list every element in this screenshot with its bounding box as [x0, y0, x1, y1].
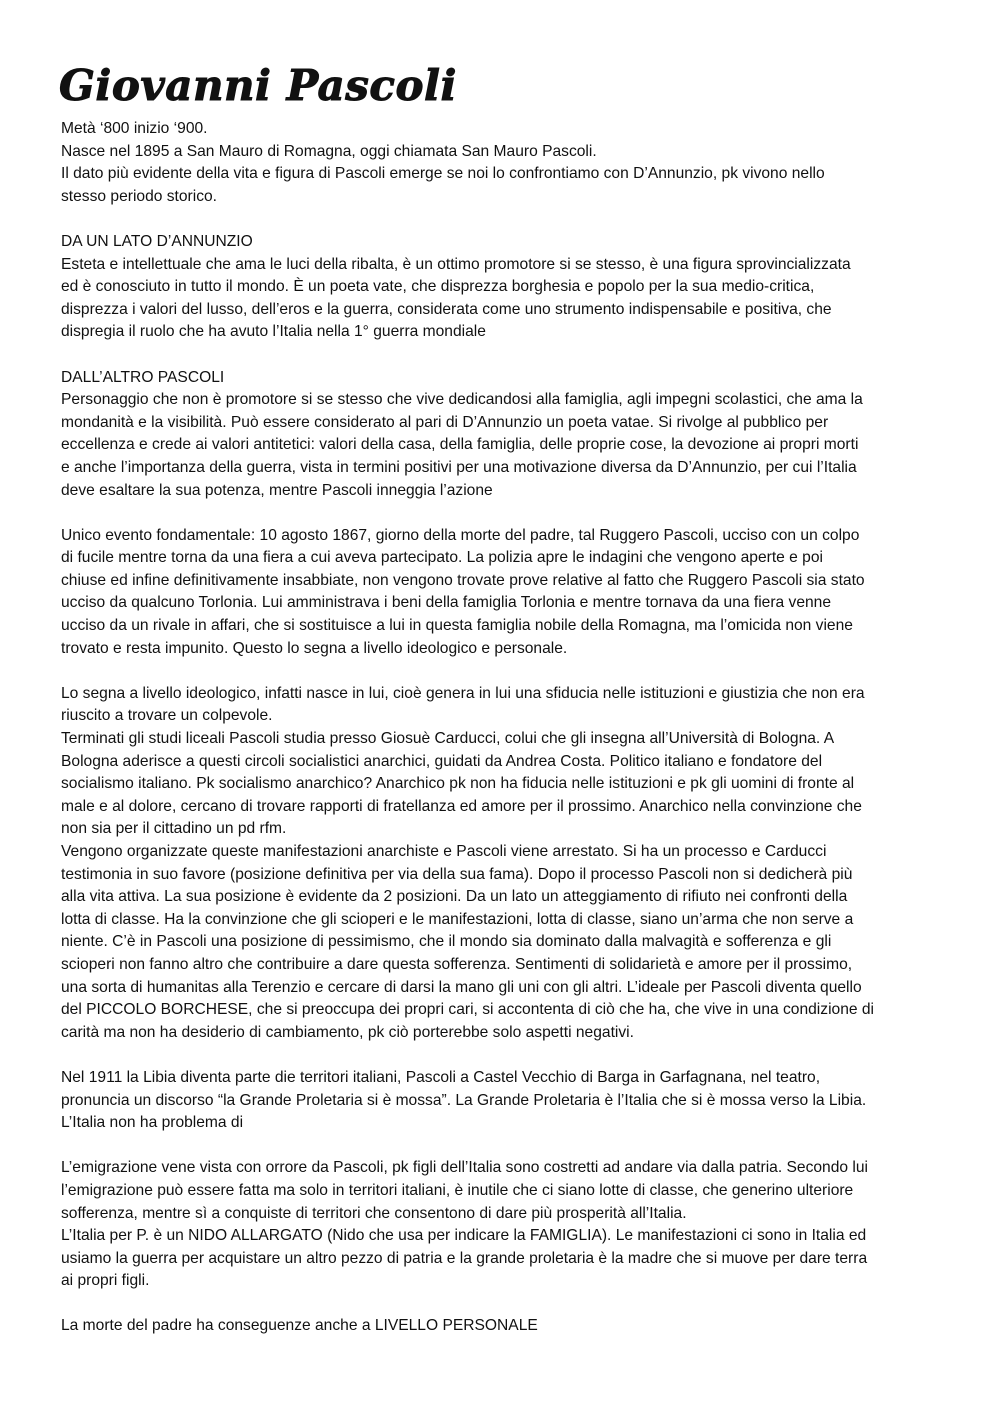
paragraph-intro	[61, 118, 943, 208]
text-line: Nasce nel 1895 a San Mauro di Romagna, oggi chiamata San Mauro Pascoli.	[61, 142, 597, 160]
text-line: mondanità e la visibilità. Può essere considerato al pari di D’Annunzio un poeta vatae. Si rivolge al pubblico per	[61, 413, 829, 431]
paragraph-personale	[61, 1315, 943, 1338]
text-line: ai propri figli.	[61, 1272, 150, 1290]
text-line: La morte del padre ha conseguenze anche a LIVELLO PERSONALE	[61, 1317, 538, 1335]
section-heading: DA UN LATO D’ANNUNZIO	[61, 232, 253, 250]
text-line: Metà ‘800 inizio ‘900.	[61, 120, 208, 137]
text-line: ucciso da un rivale in affari, che si sostituisce a lui in questa famiglia nobile della Romagna, ma l’omicida non viene	[61, 617, 853, 635]
text-line: male e al dolore, cercano di trovare rapporti di fratellanza ed amore per il prossimo. Anarchico nella convinzione che	[61, 797, 862, 815]
text-line: ucciso da qualcuno Torlonia. Lui amministrava i beni della famiglia Torlonia e mentre tornava da una fiera venne	[61, 594, 832, 612]
text-line: L’emigrazione vene vista con orrore da Pascoli, pk figli dell’Italia sono costretti ad andare via dalla patria. Secondo lui	[61, 1159, 868, 1177]
paragraph-libia	[61, 1067, 943, 1135]
text-line: testimonia in suo favore (posizione definitiva per via della sua fama). Dopo il processo Pascoli non si dedicherà più	[61, 865, 853, 883]
text-line: Bologna aderisce a questi circoli socialistici anarchici, guidati da Andrea Costa. Politico italiano e fondatore del	[61, 752, 823, 770]
text-line: sofferenza, mentre sì a conquiste di territori che consentono di dare più prosperità all’Italia.	[61, 1204, 687, 1222]
text-line: eccellenza e crede ai valori antitetici: valori della casa, della famiglia, delle proprie cose, la devozione ai propri morti	[61, 436, 859, 454]
text-line: l’emigrazione può essere fatta ma solo in territori italiani, è inutile che ci siano lotte di classe, che generino ulteriore	[61, 1181, 854, 1199]
text-line: Lo segna a livello ideologico, infatti nasce in lui, cioè genera in lui una sfiducia nelle istituzioni e giustizia che non era	[61, 684, 865, 702]
text-line: Personaggio che non è promotore si se stesso che vive dedicandosi alla famiglia, agli impegni scolastici, che ama la	[61, 391, 863, 409]
text-line: Vengono organizzate queste manifestazioni anarchiste e Pascoli viene arrestato. Si ha un processo e Carducci	[61, 843, 827, 860]
text-line: carità ma non ha desiderio di cambiamento, pk ciò porterebbe solo aspetti negativi.	[61, 1023, 634, 1041]
text-line: ed è conosciuto in tutto il mondo. È un poeta vate, che disprezza borghesia e popolo per la sua medio-critica,	[61, 278, 815, 296]
text-line: non sia per il cittadino un pd rfm.	[61, 820, 287, 838]
text-line: chiuse ed infine definitivamente insabbiate, non vengono trovate prove relative al fatto che Ruggero Pascoli sia stato	[61, 571, 865, 589]
paragraph-gap	[61, 502, 943, 525]
page-title: Giovanni Pascoli	[59, 61, 457, 110]
text-line: usiamo la guerra per acquistare un altro pezzo di patria e la grande proletaria è la madre che si muove per dare terra	[61, 1249, 868, 1267]
paragraph-gap	[61, 1135, 943, 1158]
paragraph-gap	[61, 208, 943, 231]
paragraph-gap	[61, 660, 943, 683]
text-line: scioperi non fanno altro che contribuire a dare questa sofferenza. Sentimenti di solidarietà e amore per il prossimo,	[61, 955, 853, 973]
text-line: disprezza i valori del lusso, dell’eros e la guerra, considerata come uno strumento indispensabile e positiva, che	[61, 300, 832, 318]
text-line: e anche l’importanza della guerra, vista in termini positivi per una motivazione diversa da D’Annunzio, per cui l’Italia	[61, 458, 857, 476]
text-line: Il dato più evidente della vita e figura di Pascoli emerge se noi lo confrontiamo con D’Annunzio, pk vivono nello	[61, 165, 825, 183]
text-line: una sorta di humanitas alla Terenzio e cercare di darsi la mano gli uni con gli altri. L’ideale per Pascoli diventa quello	[61, 978, 862, 996]
text-line: lotta di classe. Ha la convinzione che gli scioperi e le manifestazioni, lotta di classe, siano un’arma che non serve a	[61, 910, 854, 928]
text-line: pronuncia un discorso “la Grande Proletaria si è mossa”. La Grande Proletaria è l’Italia che si è mossa verso la Libia.	[61, 1091, 867, 1109]
text-line: socialismo italiano. Pk socialismo anarchico? Anarchico pk non ha fiducia nelle istituzioni e pk gli uomini di fronte al	[61, 775, 855, 793]
text-line: stesso periodo storico.	[61, 187, 218, 205]
document-page	[61, 56, 943, 1338]
text-line: trovato e resta impunito. Questo lo segna a livello ideologico e personale.	[61, 639, 568, 657]
text-line: di fucile mentre torna da una fiera a cui aveva partecipato. La polizia apre le indagini che vengono aperte e poi	[61, 549, 823, 567]
text-line: Terminati gli studi liceali Pascoli studia presso Giosuè Carducci, colui che gli insegna all’Università di Bologna. A	[61, 730, 835, 748]
text-line: niente. C’è in Pascoli una posizione di pessimismo, che il mondo sia dominato dalla malvagità e sofferenza e gli	[61, 933, 832, 951]
text-line: L’Italia per P. è un NIDO ALLARGATO (Nido che usa per indicare la FAMIGLIA). Le manifestazioni ci sono in Italia ed	[61, 1227, 867, 1245]
text-line: Unico evento fondamentale: 10 agosto 1867, giorno della morte del padre, tal Ruggero Pascoli, ucciso con un colpo	[61, 526, 860, 544]
section-heading: DALL’ALTRO PASCOLI	[61, 368, 225, 386]
text-line: del PICCOLO BORCHESE, che si preoccupa dei propri cari, si accontenta di ciò che ha, che vive in una condizione di	[61, 1001, 875, 1019]
paragraph-gap	[61, 1293, 943, 1316]
paragraph-evento	[61, 525, 943, 661]
paragraph-gap	[61, 1044, 943, 1067]
text-line: L’Italia non ha problema di	[61, 1114, 244, 1132]
text-line: deve esaltare la sua potenza, mentre Pascoli inneggia l’azione	[61, 481, 493, 499]
paragraph-ideologico	[61, 683, 943, 1045]
text-line: alla vita attiva. La sua posizione è evidente da 2 posizioni. Da un lato un atteggiamento di rifiuto nei confronti della	[61, 888, 848, 906]
text-line: dispregia il ruolo che ha avuto l’Italia nella 1° guerra mondiale	[61, 323, 486, 341]
text-line: riuscito a trovare un colpevole.	[61, 707, 273, 725]
text-line: Nel 1911 la Libia diventa parte die territori italiani, Pascoli a Castel Vecchio di Barga in Garfagnana, nel teatro,	[61, 1068, 821, 1086]
paragraph-pascoli	[61, 367, 943, 503]
paragraph-gap	[61, 344, 943, 367]
text-line: Esteta e intellettuale che ama le luci della ribalta, è un ottimo promotore si se stesso, è una figura sprovincializzata	[61, 255, 851, 273]
paragraph-dannunzio	[61, 231, 943, 344]
paragraph-emigrazione	[61, 1157, 943, 1293]
